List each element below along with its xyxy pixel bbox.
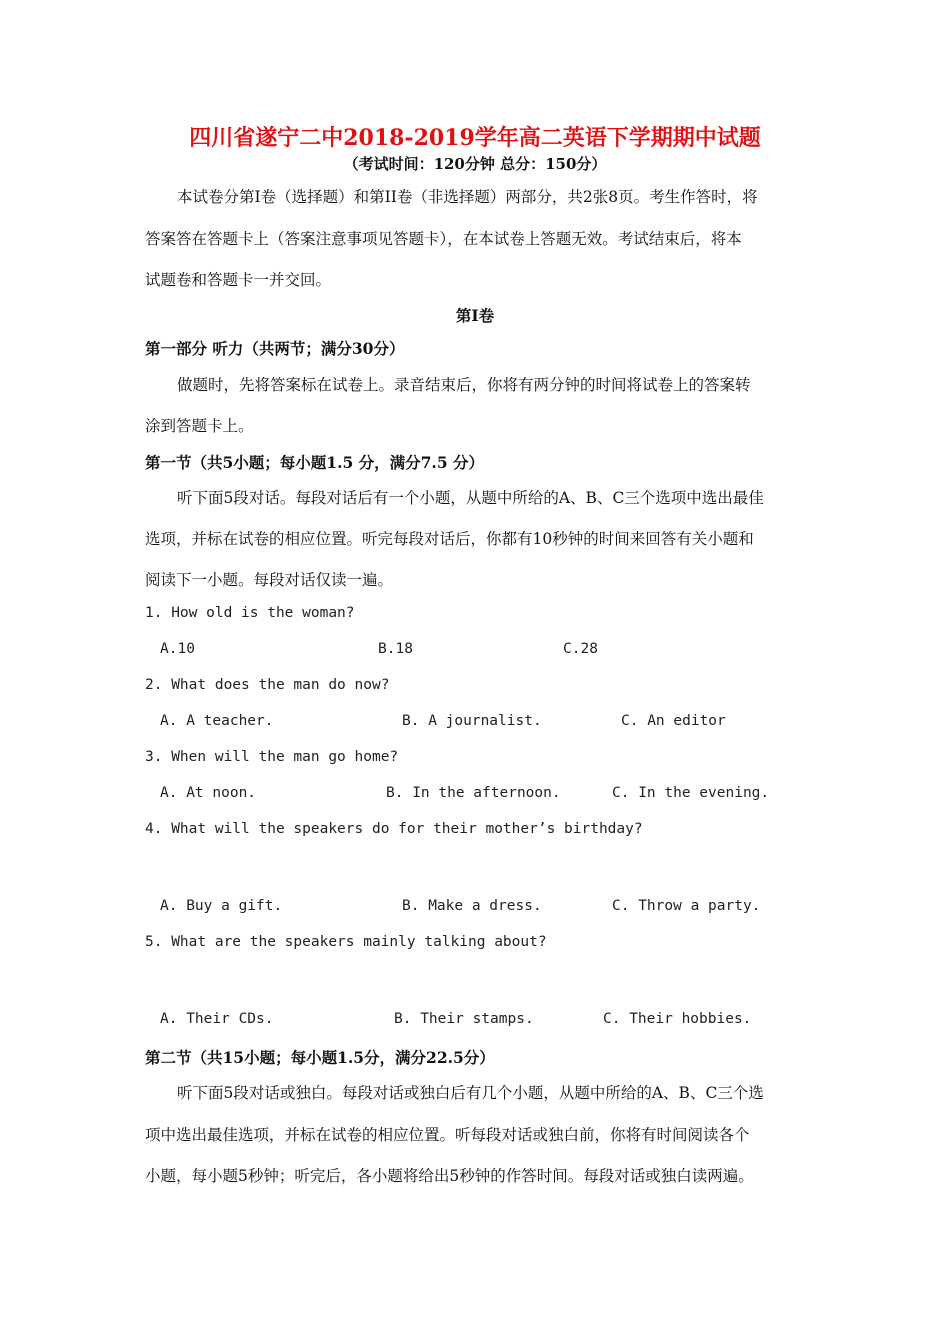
section2-instruction-2: 项中选出最佳选项，并标在试卷的相应位置。听每段对话或独白前，你将有时间阅读各个 [145,1126,750,1144]
question-1-option-c: C.28 [563,641,598,657]
question-1-option-b: B.18 [378,641,413,657]
intro-line-2: 答案答在答题卡上（答案注意事项见答题卡），在本试卷上答题无效。考试结束后，将本 [145,230,742,248]
exam-title: 四川省遂宁二中2018-2019学年高二英语下学期期中试题 [189,125,761,151]
section2-instruction-1: 听下面5段对话或独白。每段对话或独白后有几个小题，从题中所给的A、B、C三个选 [177,1084,764,1102]
part1-heading: 第一部分 听力（共两节；满分30分） [145,339,405,358]
question-2-option-b: B. A journalist. [402,713,542,729]
intro-line-3: 试题卷和答题卡一并交回。 [145,271,332,289]
question-2-option-a: A. A teacher. [160,713,274,729]
question-3: 3. When will the man go home? [145,749,399,765]
section1-heading: 第一节（共5小题；每小题1.5 分，满分7.5 分） [145,453,485,472]
question-3-option-b: B. In the afternoon. [386,785,561,801]
question-4-option-c: C. Throw a party. [612,898,761,914]
question-5-option-c: C. Their hobbies. [603,1011,752,1027]
part1-instruction-1: 做题时，先将答案标在试卷上。录音结束后，你将有两分钟的时间将试卷上的答案转 [177,376,751,394]
section1-instruction-2: 选项，并标在试卷的相应位置。听完每段对话后，你都有10秒钟的时间来回答有关小题和 [145,530,754,548]
question-3-option-c: C. In the evening. [612,785,770,801]
part1-instruction-2: 涂到答题卡上。 [145,417,254,435]
question-5-option-b: B. Their stamps. [394,1011,534,1027]
question-4-option-a: A. Buy a gift. [160,898,283,914]
question-2: 2. What does the man do now? [145,677,390,693]
exam-info: （考试时间：120分钟 总分：150分） [343,155,607,173]
question-2-option-c: C. An editor [621,713,726,729]
section2-instruction-3: 小题，每小题5秒钟；听完后，各小题将给出5秒钟的作答时间。每段对话或独白读两遍。 [145,1167,754,1185]
section1-instruction-1: 听下面5段对话。每段对话后有一个小题，从题中所给的A、B、C三个选项中选出最佳 [177,489,764,507]
question-5-option-a: A. Their CDs. [160,1011,274,1027]
intro-line-1: 本试卷分第I卷（选择题）和第II卷（非选择题）两部分，共2张8页。考生作答时，将 [177,188,758,206]
question-1: 1. How old is the woman? [145,605,355,621]
section1-instruction-3: 阅读下一小题。每段对话仅读一遍。 [145,571,394,589]
question-4-option-b: B. Make a dress. [402,898,542,914]
question-5: 5. What are the speakers mainly talking about? [145,934,547,950]
section2-heading: 第二节（共15小题；每小题1.5分，满分22.5分） [145,1048,495,1067]
question-1-option-a: A.10 [160,641,195,657]
question-4: 4. What will the speakers do for their mother’s birthday? [145,821,643,837]
volume-title: 第I卷 [455,306,495,325]
question-3-option-a: A. At noon. [160,785,257,801]
